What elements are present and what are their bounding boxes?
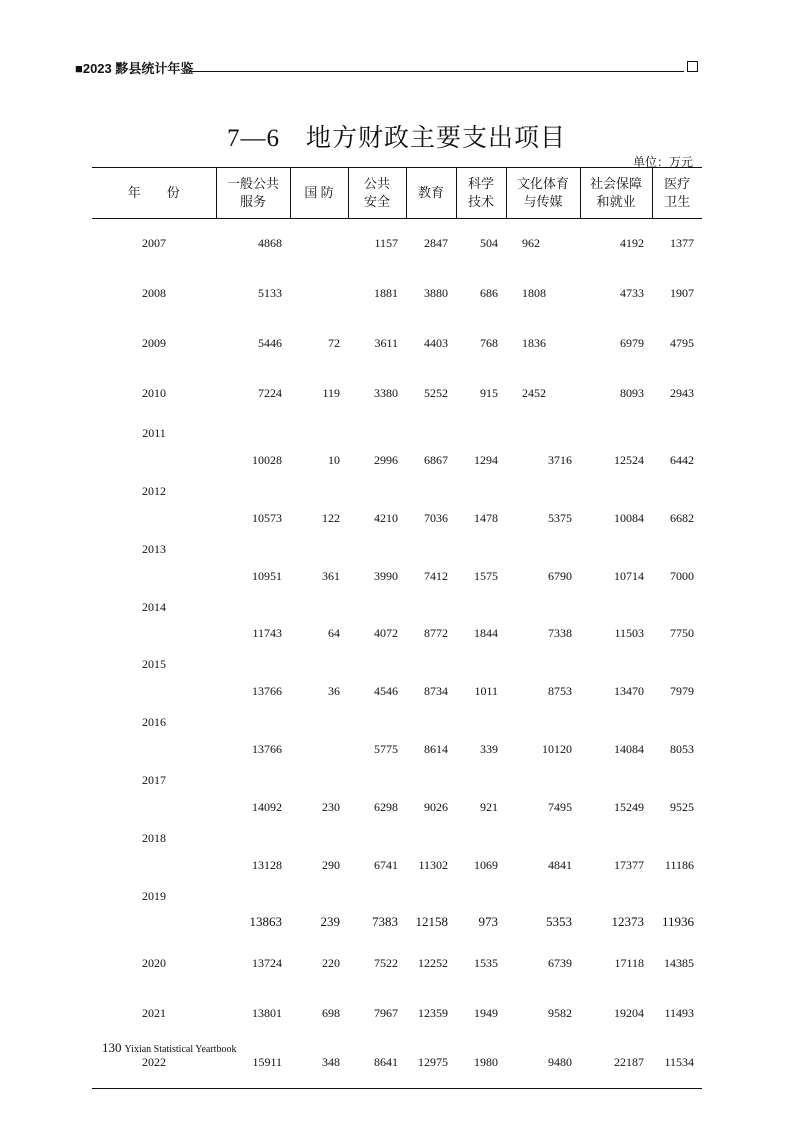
- footer-book-name: Yixian Statistical Yeartbook: [124, 1044, 237, 1055]
- value-cell-science: 1575: [474, 568, 498, 583]
- value-cell-culture: 6739: [548, 955, 572, 970]
- value-cell-defense: 290: [322, 857, 340, 872]
- year-cell: 2022: [92, 1038, 216, 1088]
- value-cell-culture: 4841: [548, 857, 572, 872]
- value-cell-social: 12373: [611, 914, 644, 930]
- value-cell-general: 13128: [252, 857, 282, 872]
- table-row: [92, 823, 702, 881]
- value-cell-social: 11503: [614, 626, 644, 641]
- column-header: [216, 168, 290, 219]
- value-cell-culture: 7338: [548, 626, 572, 641]
- column-header: [456, 168, 506, 219]
- value-cell-defense: 230: [322, 799, 340, 814]
- value-cell-security: 1157: [374, 236, 398, 251]
- value-cell-education: 7412: [424, 568, 448, 583]
- value-cell-security: 7522: [374, 955, 398, 970]
- value-cell-science: 339: [480, 741, 498, 756]
- value-cell-security: 4210: [374, 510, 398, 525]
- value-cell-culture: 8753: [548, 684, 572, 699]
- value-cell-social: 19204: [614, 1005, 644, 1020]
- value-cell-social: 15249: [614, 799, 644, 814]
- column-header: [652, 168, 702, 219]
- value-cell-defense: 119: [322, 385, 340, 400]
- unit-label: 单位：万元: [632, 155, 693, 169]
- value-cell-education: 6867: [424, 452, 448, 467]
- value-cell-defense: 698: [322, 1005, 340, 1020]
- value-cell-security: 6741: [374, 857, 398, 872]
- table-row: [92, 418, 702, 476]
- column-header-line1: 国 防: [304, 185, 334, 200]
- column-header-line2: 安全: [363, 194, 390, 209]
- column-header-line1: 医疗: [664, 176, 691, 191]
- value-cell-general: 10951: [252, 568, 282, 583]
- value-cell-science: 768: [480, 335, 498, 350]
- header-rule: [190, 71, 684, 72]
- value-cell-security: 6298: [374, 799, 398, 814]
- value-cell-security: 3990: [374, 568, 398, 583]
- table-row: [92, 534, 702, 592]
- value-cell-general: 13724: [252, 955, 282, 970]
- value-cell-health: 11186: [664, 857, 694, 872]
- year-cell: 2009: [142, 335, 166, 350]
- value-cell-social: 12524: [614, 452, 644, 467]
- value-cell-defense: 10: [328, 452, 340, 467]
- value-cell-health: 6442: [670, 452, 694, 467]
- column-header: [580, 168, 652, 219]
- value-cell-science: 1478: [474, 510, 498, 525]
- column-header-line2: 卫生: [664, 194, 691, 209]
- value-cell-health: 7979: [670, 684, 694, 699]
- value-cell-health: 8053: [670, 741, 694, 756]
- value-cell-security: 5775: [374, 741, 398, 756]
- value-cell-general: 7224: [258, 385, 282, 400]
- year-cell: 2015: [142, 657, 166, 672]
- column-header-line1: 一般公共: [226, 176, 279, 191]
- column-header-line1: 公共: [363, 176, 390, 191]
- value-cell-culture: 962: [522, 236, 540, 251]
- value-cell-education: 11302: [418, 857, 448, 872]
- value-cell-social: 10714: [614, 568, 644, 583]
- value-cell-education: 5252: [424, 385, 448, 400]
- value-cell-health: 2943: [670, 385, 694, 400]
- table-row: [92, 649, 702, 707]
- table-body: [92, 219, 702, 1089]
- column-header: [92, 168, 216, 219]
- value-cell-general: 13766: [252, 741, 282, 756]
- value-cell-education: 12252: [418, 955, 448, 970]
- column-header-line2: 技术: [467, 194, 494, 209]
- value-cell-defense: 64: [328, 626, 340, 641]
- year-cell: 2021: [142, 1005, 166, 1020]
- value-cell-social: 14084: [614, 741, 644, 756]
- expenditure-table: [92, 167, 702, 1089]
- page-footer: [102, 1040, 236, 1056]
- column-header-line1: 科学: [467, 176, 494, 191]
- year-cell: 2007: [142, 236, 166, 251]
- page-number: 130: [102, 1040, 122, 1055]
- year-cell: 2013: [142, 541, 166, 556]
- value-cell-health: 7750: [670, 626, 694, 641]
- value-cell-science: 915: [480, 385, 498, 400]
- value-cell-defense: 72: [328, 335, 340, 350]
- value-cell-security: 3611: [374, 335, 398, 350]
- value-cell-social: 4192: [620, 236, 644, 251]
- value-cell-general: 13766: [252, 684, 282, 699]
- value-cell-science: 1844: [474, 626, 498, 641]
- value-cell-defense: 348: [290, 1038, 348, 1088]
- value-cell-science: 686: [480, 286, 498, 301]
- value-cell-general: 5446: [258, 335, 282, 350]
- value-cell-culture: 10120: [542, 741, 572, 756]
- column-header-line1: 社会保障: [589, 176, 642, 191]
- value-cell-social: 22187: [580, 1038, 652, 1088]
- value-cell-culture: 5375: [548, 510, 572, 525]
- year-cell: 2018: [142, 830, 166, 845]
- value-cell-security: 1881: [374, 286, 398, 301]
- value-cell-education: 8734: [424, 684, 448, 699]
- value-cell-culture: 5353: [546, 914, 572, 930]
- value-cell-science: 1294: [474, 452, 498, 467]
- value-cell-security: 4072: [374, 626, 398, 641]
- value-cell-education: 8772: [424, 626, 448, 641]
- value-cell-general: 15911: [216, 1038, 290, 1088]
- value-cell-science: 1069: [474, 857, 498, 872]
- table-row: [92, 219, 702, 269]
- value-cell-education: 8614: [424, 741, 448, 756]
- value-cell-general: 11743: [252, 626, 282, 641]
- value-cell-education: 12975: [406, 1038, 456, 1088]
- table-row: [92, 592, 702, 650]
- table-row: [92, 476, 702, 534]
- value-cell-health: 11493: [664, 1005, 694, 1020]
- running-header: [62, 58, 698, 76]
- value-cell-social: 6979: [620, 335, 644, 350]
- value-cell-science: 1949: [474, 1005, 498, 1020]
- value-cell-general: 10573: [252, 510, 282, 525]
- value-cell-social: 17118: [614, 955, 644, 970]
- value-cell-health: 11936: [661, 914, 694, 930]
- value-cell-defense: [290, 269, 348, 319]
- yearbook-title: ■2023 黟县统计年鉴: [75, 61, 194, 76]
- value-cell-security: 8641: [348, 1038, 406, 1088]
- table-row: [92, 319, 702, 369]
- table-row: [92, 368, 702, 418]
- column-header-line2: 与传媒: [523, 194, 563, 209]
- value-cell-science: 1011: [474, 684, 498, 699]
- value-cell-education: 7036: [424, 510, 448, 525]
- value-cell-culture: 1808: [522, 286, 546, 301]
- value-cell-education: 12158: [415, 914, 448, 930]
- table-row: [92, 765, 702, 823]
- value-cell-security: 4546: [374, 684, 398, 699]
- value-cell-social: 17377: [614, 857, 644, 872]
- value-cell-education: 2847: [424, 236, 448, 251]
- value-cell-general: 14092: [252, 799, 282, 814]
- year-cell: 2019: [142, 888, 166, 903]
- value-cell-health: 7000: [670, 568, 694, 583]
- value-cell-science: 1980: [456, 1038, 506, 1088]
- value-cell-education: 9026: [424, 799, 448, 814]
- value-cell-health: 4795: [670, 335, 694, 350]
- value-cell-defense: 220: [322, 955, 340, 970]
- year-cell: 2020: [142, 955, 166, 970]
- value-cell-culture: 9480: [506, 1038, 580, 1088]
- value-cell-culture: 3716: [548, 452, 572, 467]
- value-cell-general: 4868: [258, 236, 282, 251]
- table-row: [92, 988, 702, 1038]
- value-cell-social: 4733: [620, 286, 644, 301]
- value-cell-general: 10028: [252, 452, 282, 467]
- value-cell-culture: 9582: [548, 1005, 572, 1020]
- value-cell-culture: 6790: [548, 568, 572, 583]
- column-header-line2: 服务: [239, 194, 266, 209]
- value-cell-science: 921: [480, 799, 498, 814]
- value-cell-health: 14385: [664, 955, 694, 970]
- value-cell-culture: 2452: [522, 385, 546, 400]
- value-cell-health: 9525: [670, 799, 694, 814]
- year-cell: 2011: [142, 426, 166, 441]
- column-header: [506, 168, 580, 219]
- value-cell-defense: 36: [328, 684, 340, 699]
- table-header-row: [92, 168, 702, 219]
- table-row: [92, 269, 702, 319]
- value-cell-health: 1377: [670, 236, 694, 251]
- column-header: [290, 168, 348, 219]
- column-header-line1: 年 份: [127, 185, 180, 200]
- value-cell-security: 3380: [374, 385, 398, 400]
- column-header-line1: 文化体育: [516, 176, 569, 191]
- year-cell: 2016: [142, 715, 166, 730]
- column-header: [348, 168, 406, 219]
- column-header: [406, 168, 456, 219]
- year-cell: 2014: [142, 599, 166, 614]
- value-cell-education: 12359: [418, 1005, 448, 1020]
- year-cell: 2008: [142, 286, 166, 301]
- year-cell: 2010: [142, 385, 166, 400]
- value-cell-culture: 1836: [522, 335, 546, 350]
- header-box-icon: [687, 61, 698, 72]
- value-cell-culture: 7495: [548, 799, 572, 814]
- column-header-line2: 和就业: [596, 194, 636, 209]
- value-cell-general: 13863: [249, 914, 282, 930]
- value-cell-defense: 122: [322, 510, 340, 525]
- table-row: [92, 938, 702, 988]
- value-cell-security: 2996: [374, 452, 398, 467]
- value-cell-education: 4403: [424, 335, 448, 350]
- value-cell-health: 1907: [670, 286, 694, 301]
- value-cell-science: 1535: [474, 955, 498, 970]
- page-title: 7—6 地方财政主要支出项目: [226, 125, 566, 152]
- value-cell-social: 8093: [620, 385, 644, 400]
- value-cell-defense: 239: [320, 914, 340, 930]
- value-cell-science: 973: [478, 914, 498, 930]
- value-cell-general: 5133: [258, 286, 282, 301]
- value-cell-defense: [290, 219, 348, 269]
- table-row: [92, 707, 702, 765]
- value-cell-social: 13470: [614, 684, 644, 699]
- value-cell-health: 11534: [652, 1038, 702, 1088]
- column-header-line1: 教育: [417, 185, 444, 200]
- value-cell-security: 7383: [372, 914, 398, 930]
- value-cell-science: 504: [480, 236, 498, 251]
- table-row: [92, 881, 702, 939]
- year-cell: 2012: [142, 483, 166, 498]
- value-cell-education: 3880: [424, 286, 448, 301]
- year-cell: 2017: [142, 772, 166, 787]
- value-cell-defense: 361: [322, 568, 340, 583]
- value-cell-health: 6682: [670, 510, 694, 525]
- value-cell-security: 7967: [374, 1005, 398, 1020]
- value-cell-general: 13801: [252, 1005, 282, 1020]
- value-cell-social: 10084: [614, 510, 644, 525]
- value-cell-defense: [290, 707, 348, 765]
